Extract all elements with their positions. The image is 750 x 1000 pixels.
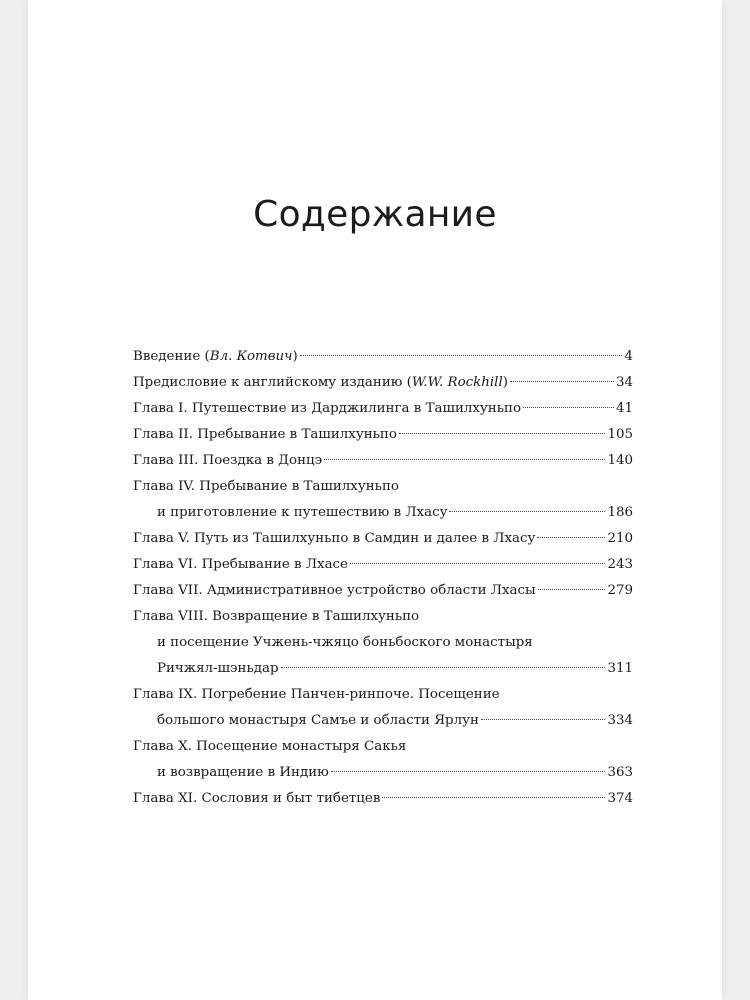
toc-entry-text: Глава V. Путь из Ташилхуньпо в Самдин и далее в Лхасу [133, 531, 536, 546]
toc-entry-title [133, 734, 406, 760]
toc-entry-text: Глава III. Поездка в Донцэ [133, 453, 323, 468]
toc-entry [133, 344, 633, 370]
dot-leader [331, 771, 606, 772]
toc-page-number: 311 [607, 661, 633, 676]
dot-leader [382, 797, 605, 798]
toc-page-number: 41 [615, 401, 633, 416]
toc-entry-title [157, 630, 533, 656]
toc-line [133, 604, 633, 630]
toc-line [133, 370, 633, 396]
toc-entry-author: W.W. Rockhill [411, 375, 503, 390]
toc-entry [133, 552, 633, 578]
toc-page-number: 363 [607, 765, 633, 780]
dot-leader [399, 433, 606, 434]
toc-entry [133, 448, 633, 474]
dot-leader [537, 537, 605, 538]
toc-entry-text: и возвращение в Индию [157, 765, 329, 780]
toc-page-number: 243 [607, 557, 633, 572]
toc-page-number: 4 [624, 349, 633, 364]
toc-entry-title [133, 422, 397, 448]
toc-page-number: 334 [607, 713, 633, 728]
toc-entry-text: Ричжял-шэньдар [157, 661, 279, 676]
toc-entry-text: Предисловие к английскому изданию ( [133, 375, 412, 390]
dot-leader [324, 459, 605, 460]
toc-page-number: 140 [607, 453, 633, 468]
toc-entry-title [157, 500, 447, 526]
toc-page-number: 210 [607, 531, 633, 546]
toc-entry-text: Глава XI. Сословия и быт тибетцев [133, 791, 381, 806]
toc-entry [133, 786, 633, 812]
toc-page-number: 105 [607, 427, 633, 442]
dot-leader [300, 355, 623, 356]
toc-entry-title [157, 760, 329, 786]
toc-line [133, 422, 633, 448]
toc-entry-text: и посещение Учжень-чжяцо боньбоского монастыря [157, 635, 533, 650]
toc-line [133, 396, 633, 422]
toc-entry-text-tail: ) [292, 349, 298, 364]
toc-entry [133, 474, 633, 526]
toc-entry-text: Глава II. Пребывание в Ташилхуньпо [133, 427, 397, 442]
toc-entry-text: большого монастыря Самъе и области Ярлун [157, 713, 479, 728]
toc-entry [133, 734, 633, 786]
toc-line [133, 760, 633, 786]
toc-page-number: 279 [607, 583, 633, 598]
dot-leader [350, 563, 605, 564]
toc-entry-text: Глава I. Путешествие из Дарджилинга в Ташилхуньпо [133, 401, 522, 416]
toc-entry-text: Глава IX. Погребение Панчен-ринпоче. Посещение [133, 687, 500, 702]
toc-entry-title [133, 682, 500, 708]
page-title: Содержание [253, 194, 497, 235]
toc-entry [133, 370, 633, 396]
toc-entry-text: Глава X. Посещение монастыря Сакья [133, 739, 407, 754]
toc-entry-title [133, 474, 399, 500]
toc-entry-text: и приготовление к путешествию в Лхасу [157, 505, 448, 520]
toc-entry-text: Введение ( [133, 349, 210, 364]
toc-entry-title [133, 578, 536, 604]
toc-entry [133, 396, 633, 422]
dot-leader [481, 719, 606, 720]
toc-entry-text: Глава VII. Административное устройство области Лхасы [133, 583, 536, 598]
book-page [28, 0, 722, 1000]
toc-line [133, 552, 633, 578]
dot-leader [281, 667, 606, 668]
toc-entry-text: Глава VI. Пребывание в Лхасе [133, 557, 348, 572]
toc-line [133, 708, 633, 734]
toc-entry-title [133, 344, 298, 370]
toc-entry [133, 682, 633, 734]
dot-leader [523, 407, 614, 408]
dot-leader [538, 589, 606, 590]
dot-leader [510, 381, 614, 382]
toc-entry-title [133, 786, 380, 812]
toc-entry [133, 526, 633, 552]
toc-line [133, 448, 633, 474]
toc-line [133, 734, 633, 760]
toc-line [133, 474, 633, 500]
toc-line [133, 656, 633, 682]
toc-page-number: 374 [607, 791, 633, 806]
toc-line [133, 500, 633, 526]
toc-entry-title [133, 526, 535, 552]
toc-line [133, 630, 633, 656]
dot-leader [449, 511, 605, 512]
toc-line [133, 786, 633, 812]
toc-entry-title [133, 604, 419, 630]
toc-entry-title [133, 552, 348, 578]
toc-entry-author: Вл. Котвич [209, 349, 293, 364]
toc-page-number: 186 [607, 505, 633, 520]
table-of-contents [133, 344, 633, 812]
toc-line [133, 682, 633, 708]
toc-entry-title [133, 396, 521, 422]
toc-line [133, 578, 633, 604]
toc-entry [133, 422, 633, 448]
toc-line [133, 526, 633, 552]
toc-entry-text-tail: ) [502, 375, 508, 390]
toc-line [133, 344, 633, 370]
toc-entry [133, 578, 633, 604]
toc-entry-text: Глава VIII. Возвращение в Ташилхуньпо [133, 609, 420, 624]
toc-entry-text: Глава IV. Пребывание в Ташилхуньпо [133, 479, 399, 494]
toc-entry-title [133, 370, 508, 396]
toc-entry-title [133, 448, 322, 474]
toc-entry [133, 604, 633, 682]
toc-entry-title [157, 708, 479, 734]
toc-page-number: 34 [615, 375, 633, 390]
toc-entry-title [157, 656, 279, 682]
